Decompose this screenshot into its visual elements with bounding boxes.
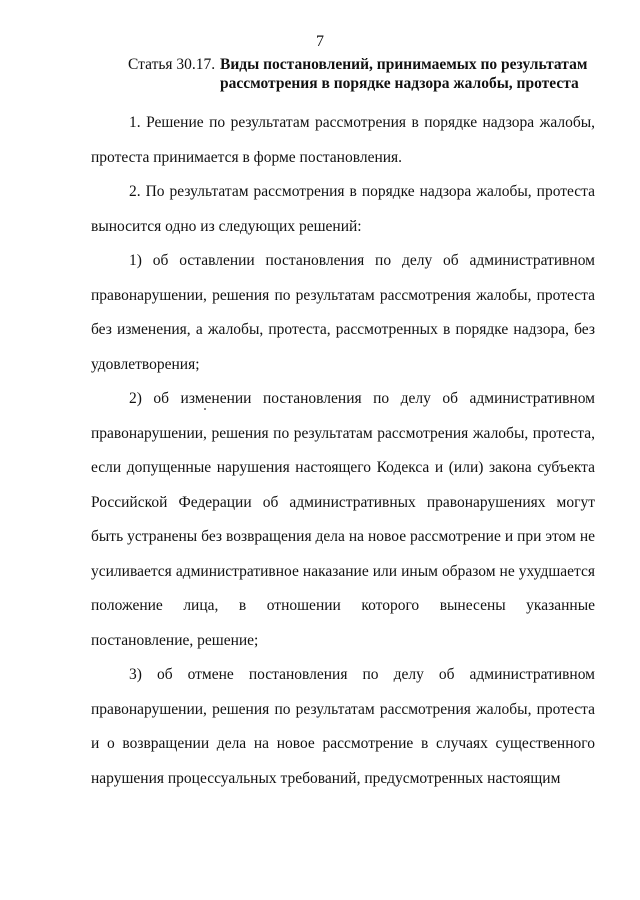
list-item-3: 3) об отмене постановления по делу об административном правонарушении, решения по результатам рассмотрения жалобы, протеста и о возвращении дела на новое рассмотрение в случаях существенного нарушения процессуальных требований, предусмотренных настоящим [91,666,595,787]
scan-speck [204,408,206,410]
article-body [91,106,595,796]
article-number: Статья 30.17. [128,56,216,73]
list-item-2: 2) об изменении постановления по делу об административном правонарушении, решения по результатам рассмотрения жалобы, протеста, если допущенные нарушения настоящего Кодекса и (или) закона субъекта Российской Федерации об административных правонарушениях могут быть устранены без возвращения дела на новое рассмотрение и при этом не усиливается административное наказание или иным образом не ухудшается положение лица, в отношении которого вынесены указанные постановление, решение; [91,390,595,649]
list-item-1: 1) об оставлении постановления по делу об административном правонарушении, решения по результатам рассмотрения жалобы, протеста без изменения, а жалобы, протеста, рассмотренных в порядке надзора, без удовлетворения; [91,252,595,373]
paragraph-1: 1. Решение по результатам рассмотрения в порядке надзора жалобы, протеста принимается в форме постановления. [91,114,595,166]
page-number: 7 [316,33,324,50]
article-title: Виды постановлений, принимаемых по результатам рассмотрения в порядке надзора жалобы, протеста [220,56,588,92]
paragraph-2: 2. По результатам рассмотрения в порядке надзора жалобы, протеста выносится одно из следующих решений: [91,183,595,235]
article-heading [128,55,598,93]
